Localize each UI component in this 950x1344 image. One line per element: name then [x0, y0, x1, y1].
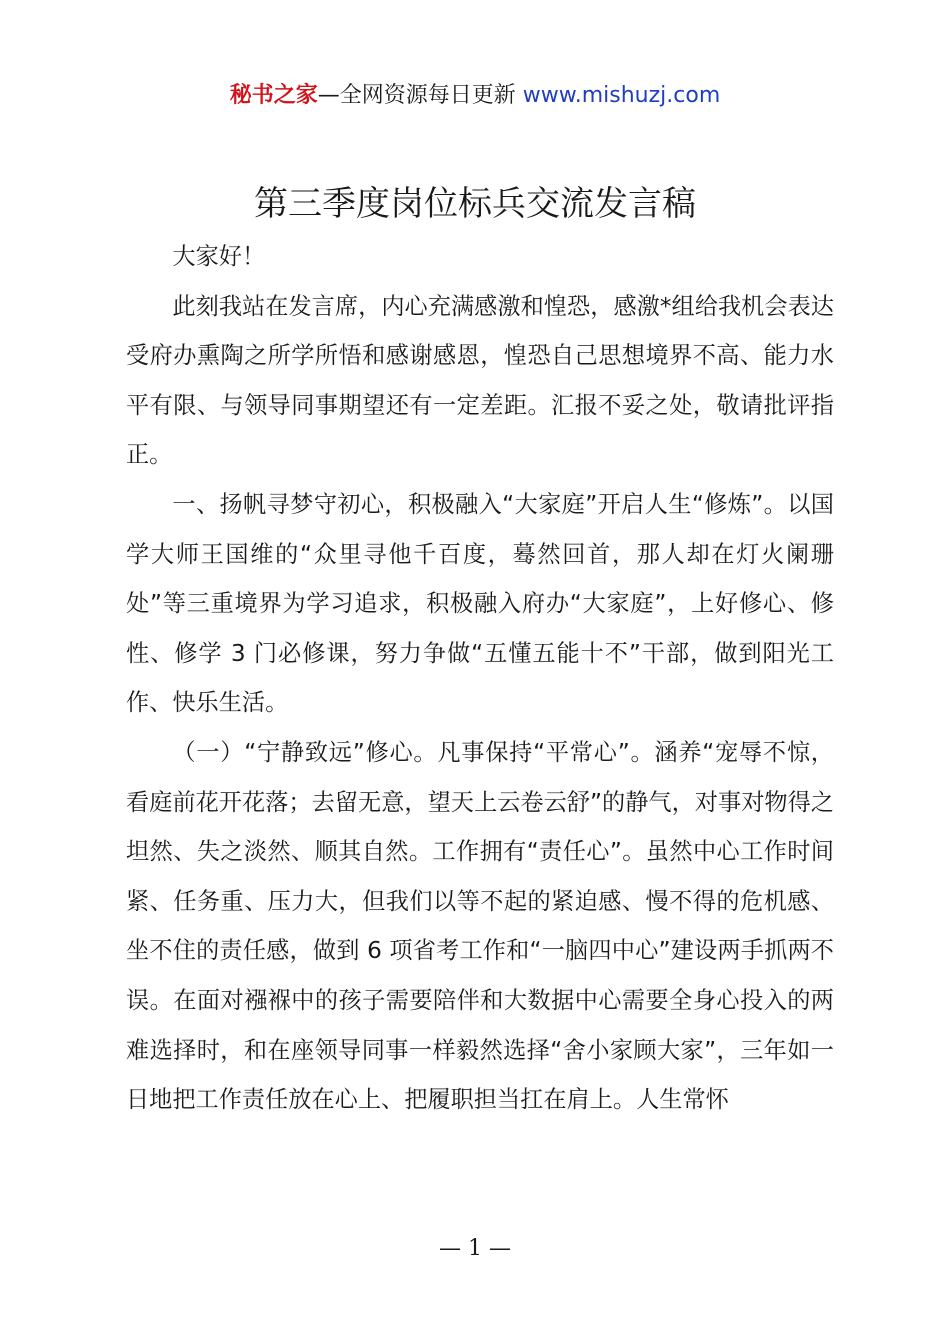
- site-url-link[interactable]: www.mishuzj.com: [522, 83, 721, 108]
- body-paragraph: （一）“宁静致远”修心。凡事保持“平常心”。涵养“宠辱不惊，看庭前花开花落；去留无意，望天上云卷云舒”的静气，对事对物得之坦然、失之淡然、顺其自然。工作拥有“责任心”。虽然中心工作时间紧、任务重、压力大，但我们以等不起的紧迫感、慢不得的危机感、坐不住的责任感，做到 6 项省考工作和“一脑四中心”建设两手抓两不误。在面对襁褓中的孩子需要陪伴和大数据中心需要全身心投入的两难选择时，和在座领导同事一样毅然选择“舍小家顾大家”，三年如一日地把工作责任放在心上、把履职担当扛在肩上。人生常怀: [126, 738, 834, 1114]
- site-banner: [0, 80, 950, 112]
- document-body: [126, 232, 834, 1125]
- body-paragraph: 一、扬帆寻梦守初心，积极融入“大家庭”开启人生“修炼”。以国学大师王国维的“众里寻他千百度，蓦然回首，那人却在灯火阑珊处”等三重境界为学习追求，积极融入府办“大家庭”，上好修心、修性、修学 3 门必修课，努力争做“五懂五能十不”干部，做到阳光工作、快乐生活。: [126, 490, 834, 717]
- banner-tagline: —全网资源每日更新: [317, 83, 516, 108]
- greeting-paragraph: 大家好！: [172, 243, 266, 270]
- document-title: 第三季度岗位标兵交流发言稿: [254, 184, 696, 224]
- brand-name: 秘书之家: [229, 83, 318, 108]
- body-paragraph: 此刻我站在发言席，内心充满感激和惶恐，感激*组给我机会表达受府办熏陶之所学所悟和感谢感恩，惶恐自己思想境界不高、能力水平有限、与领导同事期望还有一定差距。汇报不妥之处，敬请批评指正。: [126, 292, 834, 469]
- page-number: — 1 —: [439, 1236, 511, 1261]
